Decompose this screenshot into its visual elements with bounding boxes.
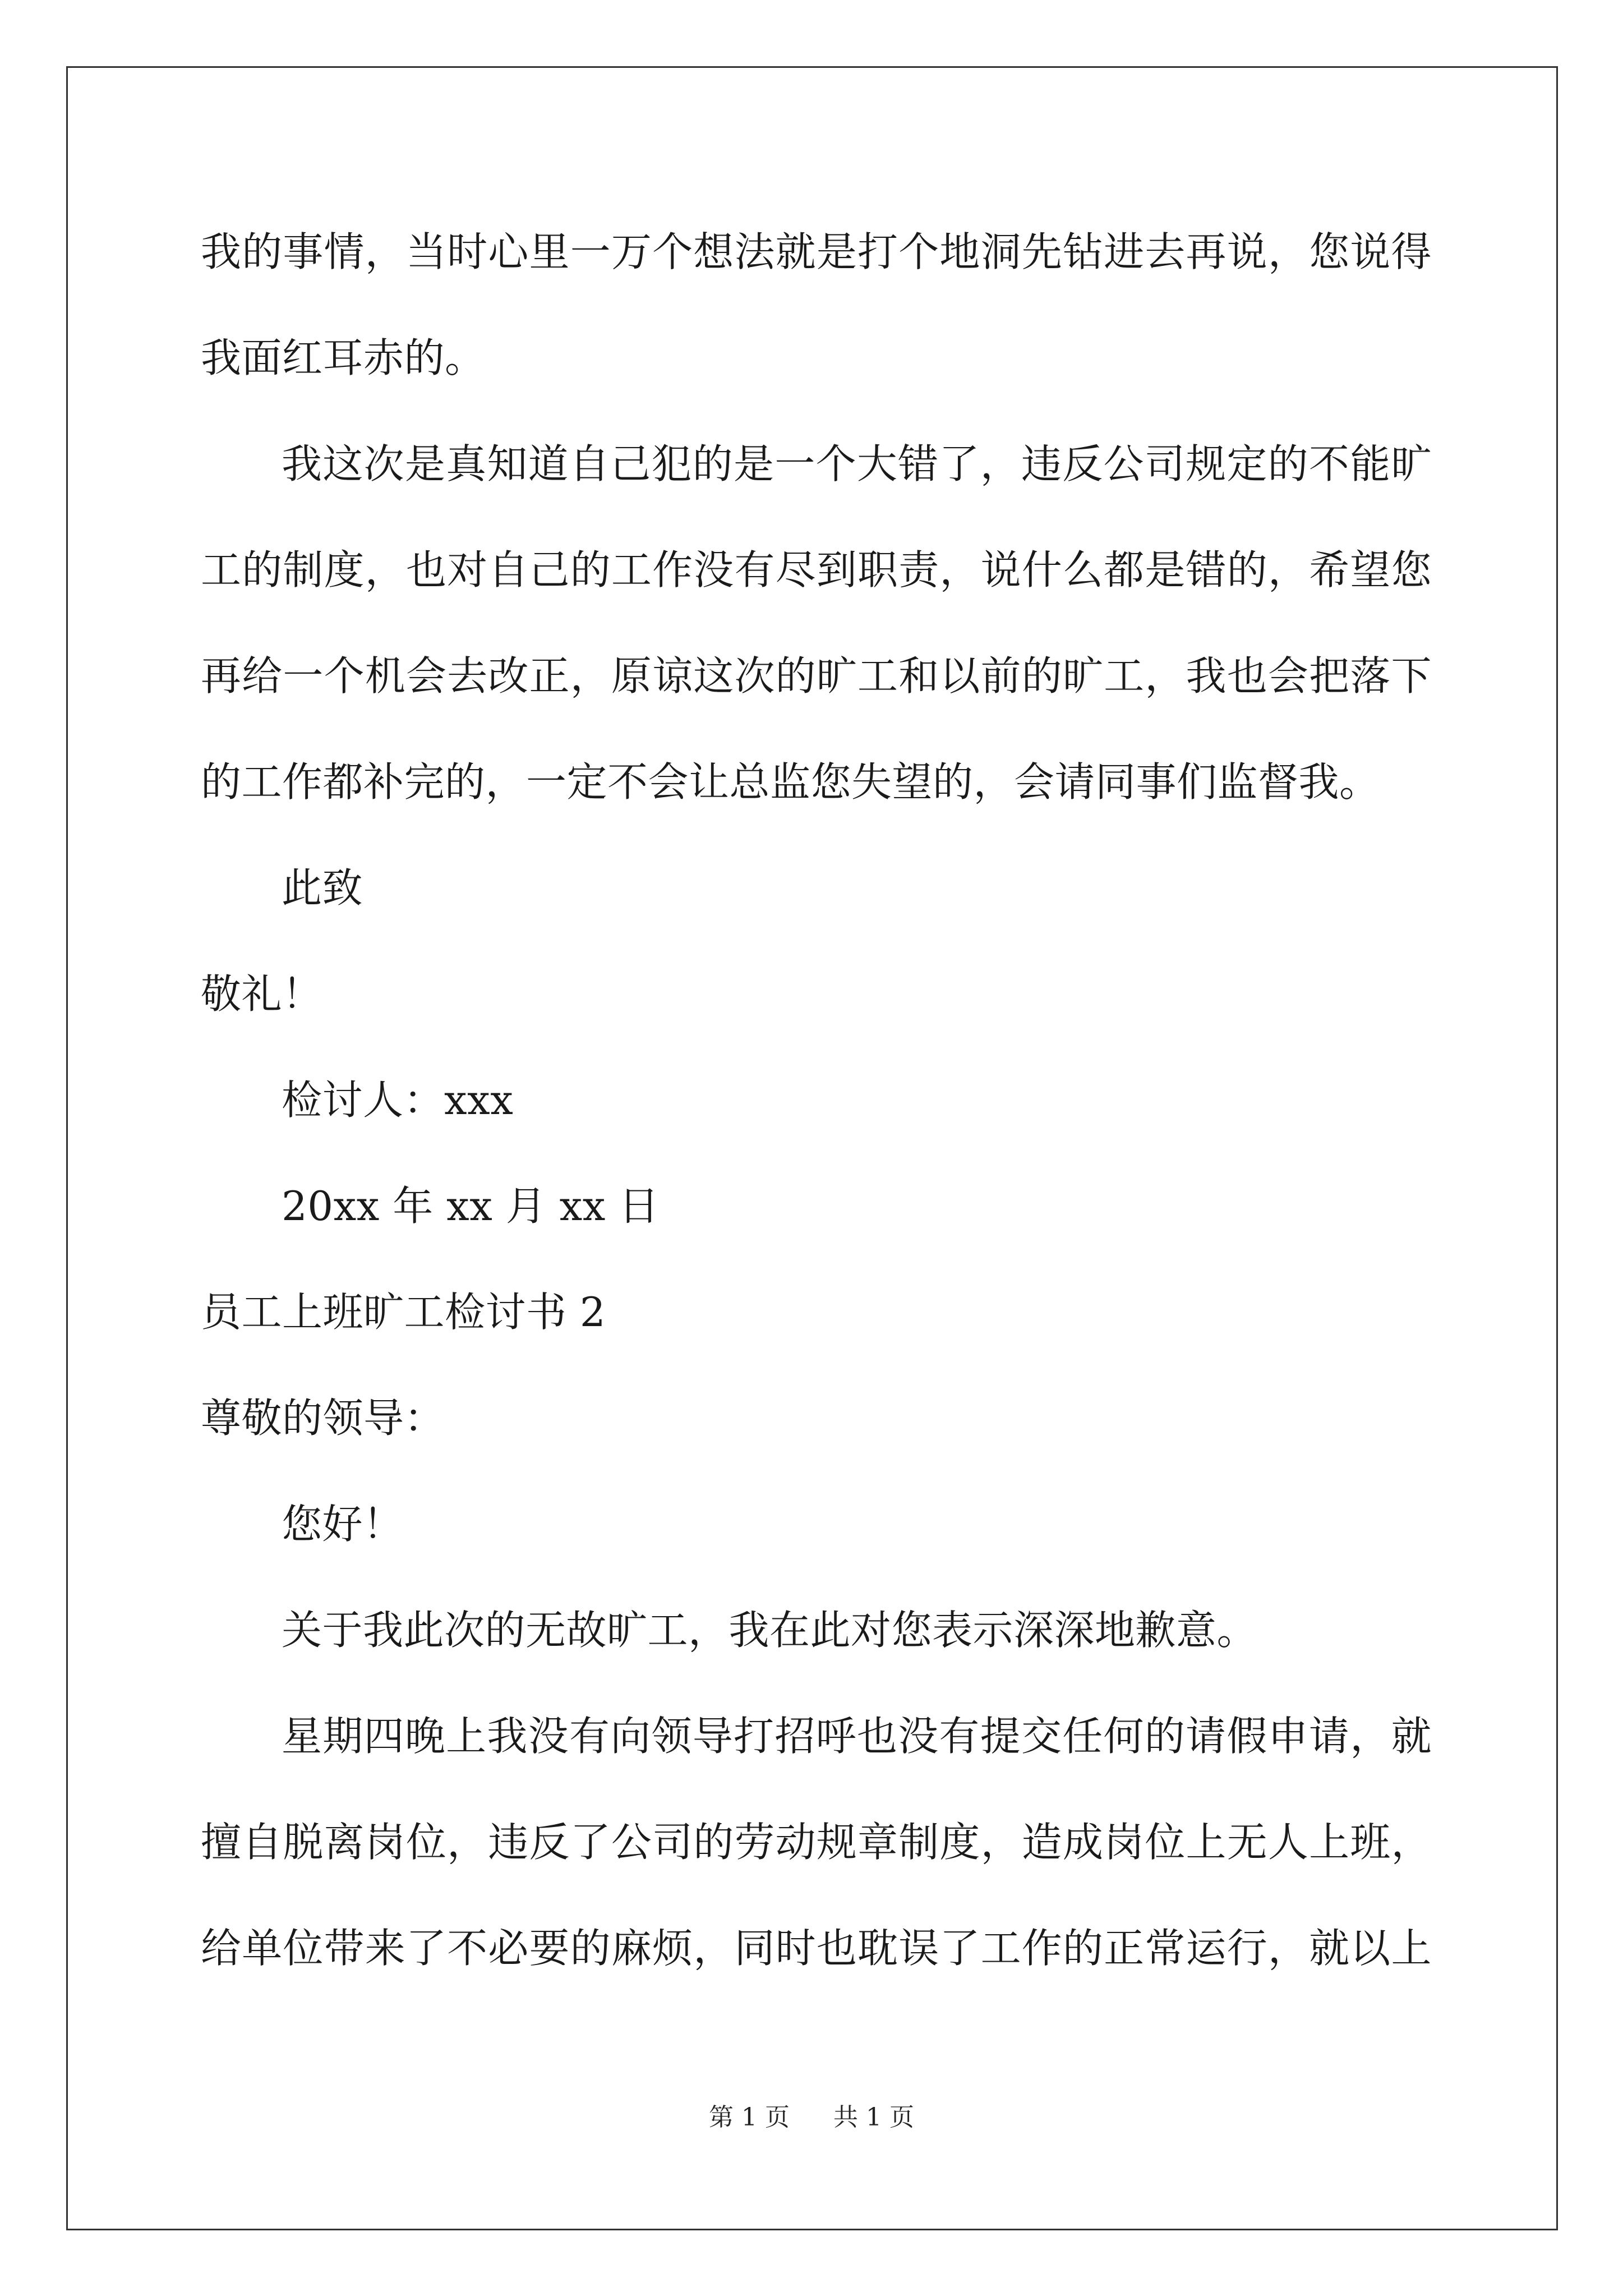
greeting-recipient: 尊敬的领导： [201, 1395, 445, 1442]
body-line: 给单位带来了不必要的麻烦，同时也耽误了工作的正常运行，就以上 [201, 1925, 1432, 1972]
greeting-hello: 您好！ [282, 1501, 404, 1548]
body-line: 的工作都补完的，一定不会让总监您失望的，会请同事们监督我。 [201, 758, 1380, 806]
body-line: 我这次是真知道自己犯的是一个大错了，违反公司规定的不能旷 [282, 440, 1432, 487]
closing-salutation: 此致 [282, 864, 363, 912]
page-footer [0, 2101, 1623, 2134]
closing-regards: 敬礼！ [201, 970, 323, 1018]
page-number-total: 共 1 页 [833, 2103, 914, 2132]
page-number-current: 第 1 页 [709, 2103, 790, 2132]
body-line: 关于我此次的无故旷工，我在此对您表示深深地歉意。 [282, 1607, 1258, 1654]
body-line: 工的制度，也对自己的工作没有尽到职责，说什么都是错的，希望您 [201, 546, 1432, 593]
signature-line: 检讨人：xxx [282, 1076, 514, 1124]
document-body [201, 199, 1432, 2001]
body-line: 我面红耳赤的。 [201, 334, 486, 381]
section-title: 员工上班旷工检讨书 2 [201, 1289, 606, 1336]
body-line: 再给一个机会去改正，原谅这次的旷工和以前的旷工，我也会把落下 [201, 652, 1432, 700]
body-line: 星期四晚上我没有向领导打招呼也没有提交任何的请假申请，就 [282, 1713, 1432, 1760]
body-line: 我的事情，当时心里一万个想法就是打个地洞先钻进去再说，您说得 [201, 228, 1432, 275]
body-line: 擅自脱离岗位，违反了公司的劳动规章制度，造成岗位上无人上班， [201, 1819, 1432, 1866]
date-line: 20xx 年 xx 月 xx 日 [282, 1182, 660, 1230]
